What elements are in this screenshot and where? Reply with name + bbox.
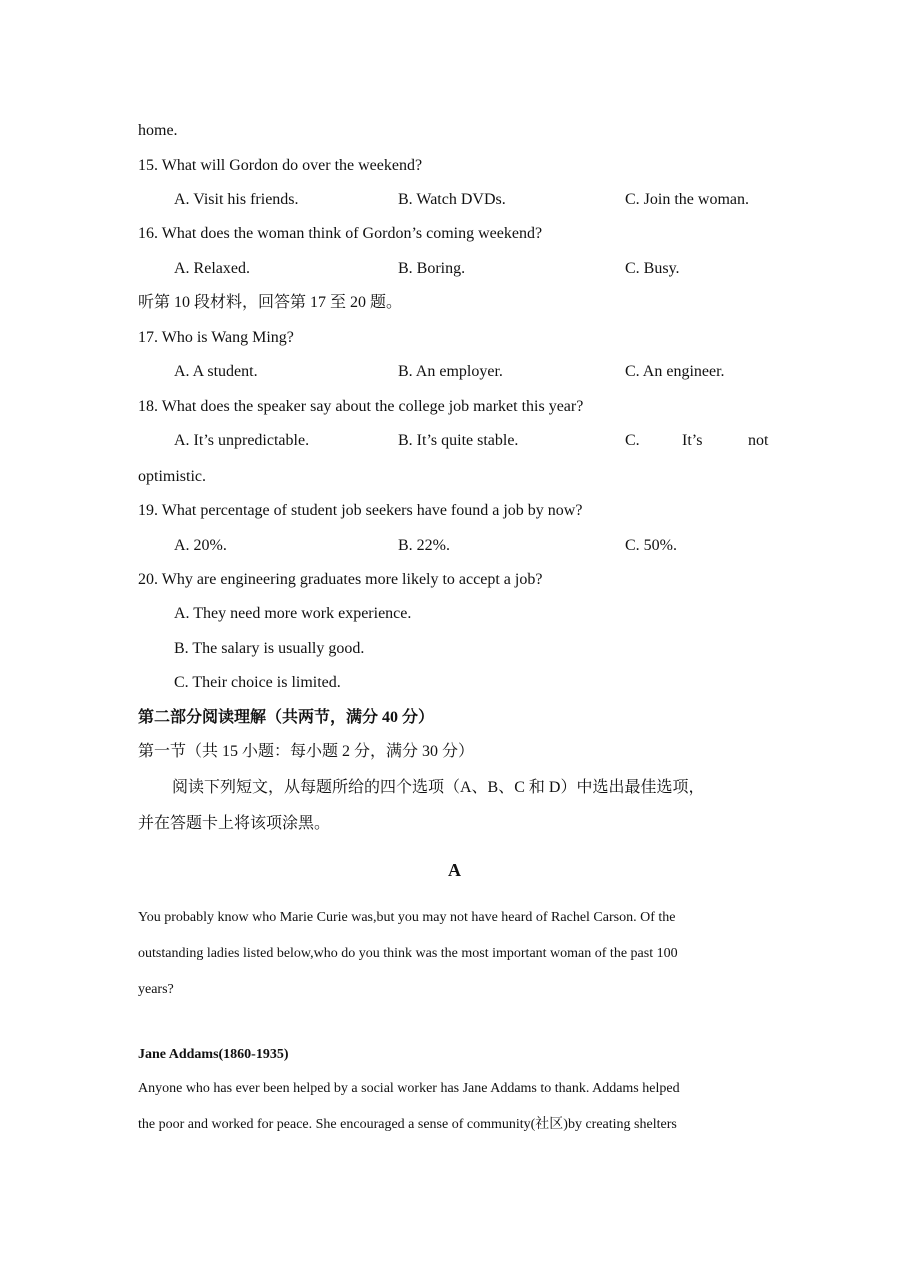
q16-option-a: A. Relaxed.	[174, 260, 250, 277]
q18-option-c-word1: It’s	[682, 432, 703, 449]
question-18: 18. What does the speaker say about the college job market this year?	[138, 398, 584, 415]
q19-option-b: B. 22%.	[398, 537, 450, 554]
section1-heading: 第一节（共 15 小题：每小题 2 分，满分 30 分）	[138, 743, 475, 760]
reading-instruction-line1: 阅读下列短文，从每题所给的四个选项（A、B、C 和 D）中选出最佳选项，	[172, 779, 705, 796]
part2-heading: 第二部分阅读理解（共两节，满分 40 分）	[138, 709, 435, 726]
passage-label: A	[448, 860, 461, 880]
passage-intro-line1: You probably know who Marie Curie was,but you may not have heard of Rachel Carson. Of the	[138, 910, 676, 925]
q20-option-b: B. The salary is usually good.	[174, 640, 365, 657]
jane-addams-line1: Anyone who has ever been helped by a social worker has Jane Addams to thank. Addams helped	[138, 1081, 680, 1096]
q17-option-a: A. A student.	[174, 363, 258, 380]
q18-option-b: B. It’s quite stable.	[398, 432, 519, 449]
text-line-home: home.	[138, 122, 178, 139]
question-19: 19. What percentage of student job seekers have found a job by now?	[138, 502, 583, 519]
question-16: 16. What does the woman think of Gordon’s coming weekend?	[138, 225, 543, 242]
q16-option-b: B. Boring.	[398, 260, 466, 277]
q17-option-b: B. An employer.	[398, 363, 503, 380]
q18-option-a: A. It’s unpredictable.	[174, 432, 310, 449]
q18-option-c-letter: C.	[625, 432, 640, 449]
jane-addams-title: Jane Addams(1860-1935)	[138, 1047, 289, 1062]
q15-option-b: B. Watch DVDs.	[398, 191, 506, 208]
q18-option-c-word2: not	[748, 432, 769, 449]
reading-instruction-line2: 并在答题卡上将该项涂黑。	[138, 815, 331, 832]
question-20: 20. Why are engineering graduates more likely to accept a job?	[138, 571, 543, 588]
q15-option-a: A. Visit his friends.	[174, 191, 299, 208]
question-15: 15. What will Gordon do over the weekend?	[138, 157, 423, 174]
q18-option-c-continuation: optimistic.	[138, 468, 206, 485]
q20-option-c: C. Their choice is limited.	[174, 674, 341, 691]
q16-option-c: C. Busy.	[625, 260, 680, 277]
q15-option-c: C. Join the woman.	[625, 191, 749, 208]
q17-option-c: C. An engineer.	[625, 363, 725, 380]
passage-intro-line3: years?	[138, 982, 174, 997]
jane-addams-line2: the poor and worked for peace. She encouraged a sense of community(社区)by creating shelters	[138, 1117, 677, 1132]
q20-option-a: A. They need more work experience.	[174, 605, 412, 622]
q19-option-a: A. 20%.	[174, 537, 227, 554]
passage-intro-line2: outstanding ladies listed below,who do you think was the most important woman of the past 100	[138, 946, 678, 961]
question-17: 17. Who is Wang Ming?	[138, 329, 294, 346]
q19-option-c: C. 50%.	[625, 537, 677, 554]
listening-instruction-10: 听第 10 段材料，回答第 17 至 20 题。	[138, 294, 403, 311]
